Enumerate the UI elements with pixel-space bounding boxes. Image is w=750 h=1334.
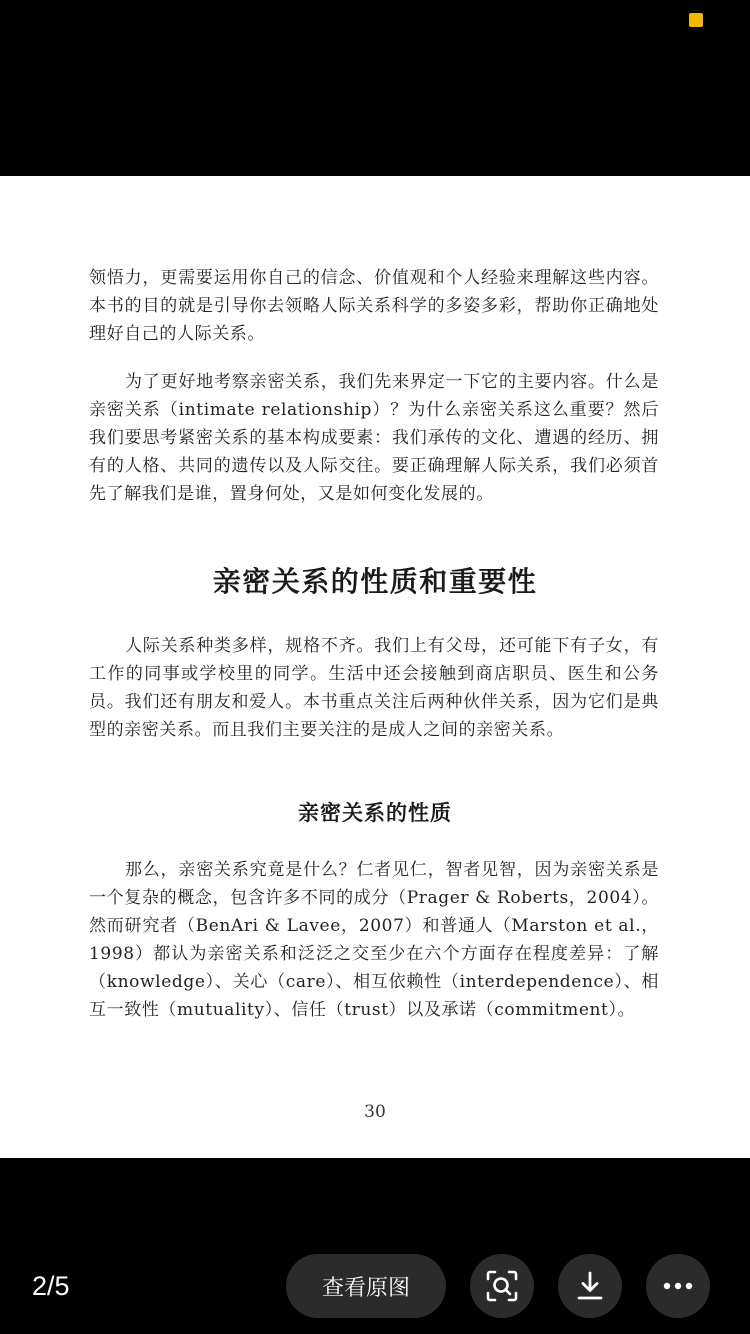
view-original-button[interactable]: 查看原图 [286,1254,446,1318]
document-page-image[interactable] [0,176,750,1158]
download-button[interactable] [558,1254,622,1318]
paragraph-1: 领悟力，更需要运用你自己的信念、价值观和个人经验来理解这些内容。本书的目的就是引导你去领略人际关系科学的多姿多彩，帮助你正确地处理好自己的人际关系。 [89,268,659,344]
image-search-button[interactable] [470,1254,534,1318]
more-icon [660,1268,696,1304]
paragraph-3: 人际关系种类多样，规格不齐。我们上有父母，还可能下有子女，有工作的同事或学校里的同学。生活中还会接触到商店职员、医生和公务员。我们还有朋友和爱人。本书重点关注后两种伙伴关系，因为它们是典型的亲密关系。而且我们主要关注的是成人之间的亲密关系。 [89,636,659,740]
image-search-icon [484,1268,520,1304]
download-icon [572,1268,608,1304]
section-heading: 亲密关系的性质和重要性 [212,565,538,598]
page-number: 30 [364,1102,386,1122]
status-indicator [689,13,703,27]
more-options-button[interactable] [646,1254,710,1318]
image-counter: 2/5 [32,1271,70,1301]
paragraph-4: 那么，亲密关系究竟是什么？仁者见仁，智者见智，因为亲密关系是一个复杂的概念，包含许多不同的成分（Prager & Roberts，2004）。然而研究者（BenAri & Lavee，2007）和普通人（Marston et al.，1998）都认为亲密关系和泛泛之交至少在六个方面存在程度差异：了解（knowledge）、关心（care）、相互依赖性（interdependence）、相互一致性（mutuality）、信任（trust）以及承诺（commitment）。 [89,860,659,1020]
paragraph-2: 为了更好地考察亲密关系，我们先来界定一下它的主要内容。什么是亲密关系（intimate relationship）？为什么亲密关系这么重要？然后我们要思考紧密关系的基本构成要素：我们承传的文化、遭遇的经历、拥有的人格、共同的遗传以及人际交往。要正确理解人际关系，我们必须首先了解我们是谁，置身何处，又是如何变化发展的。 [89,372,659,504]
subsection-heading: 亲密关系的性质 [298,800,452,825]
